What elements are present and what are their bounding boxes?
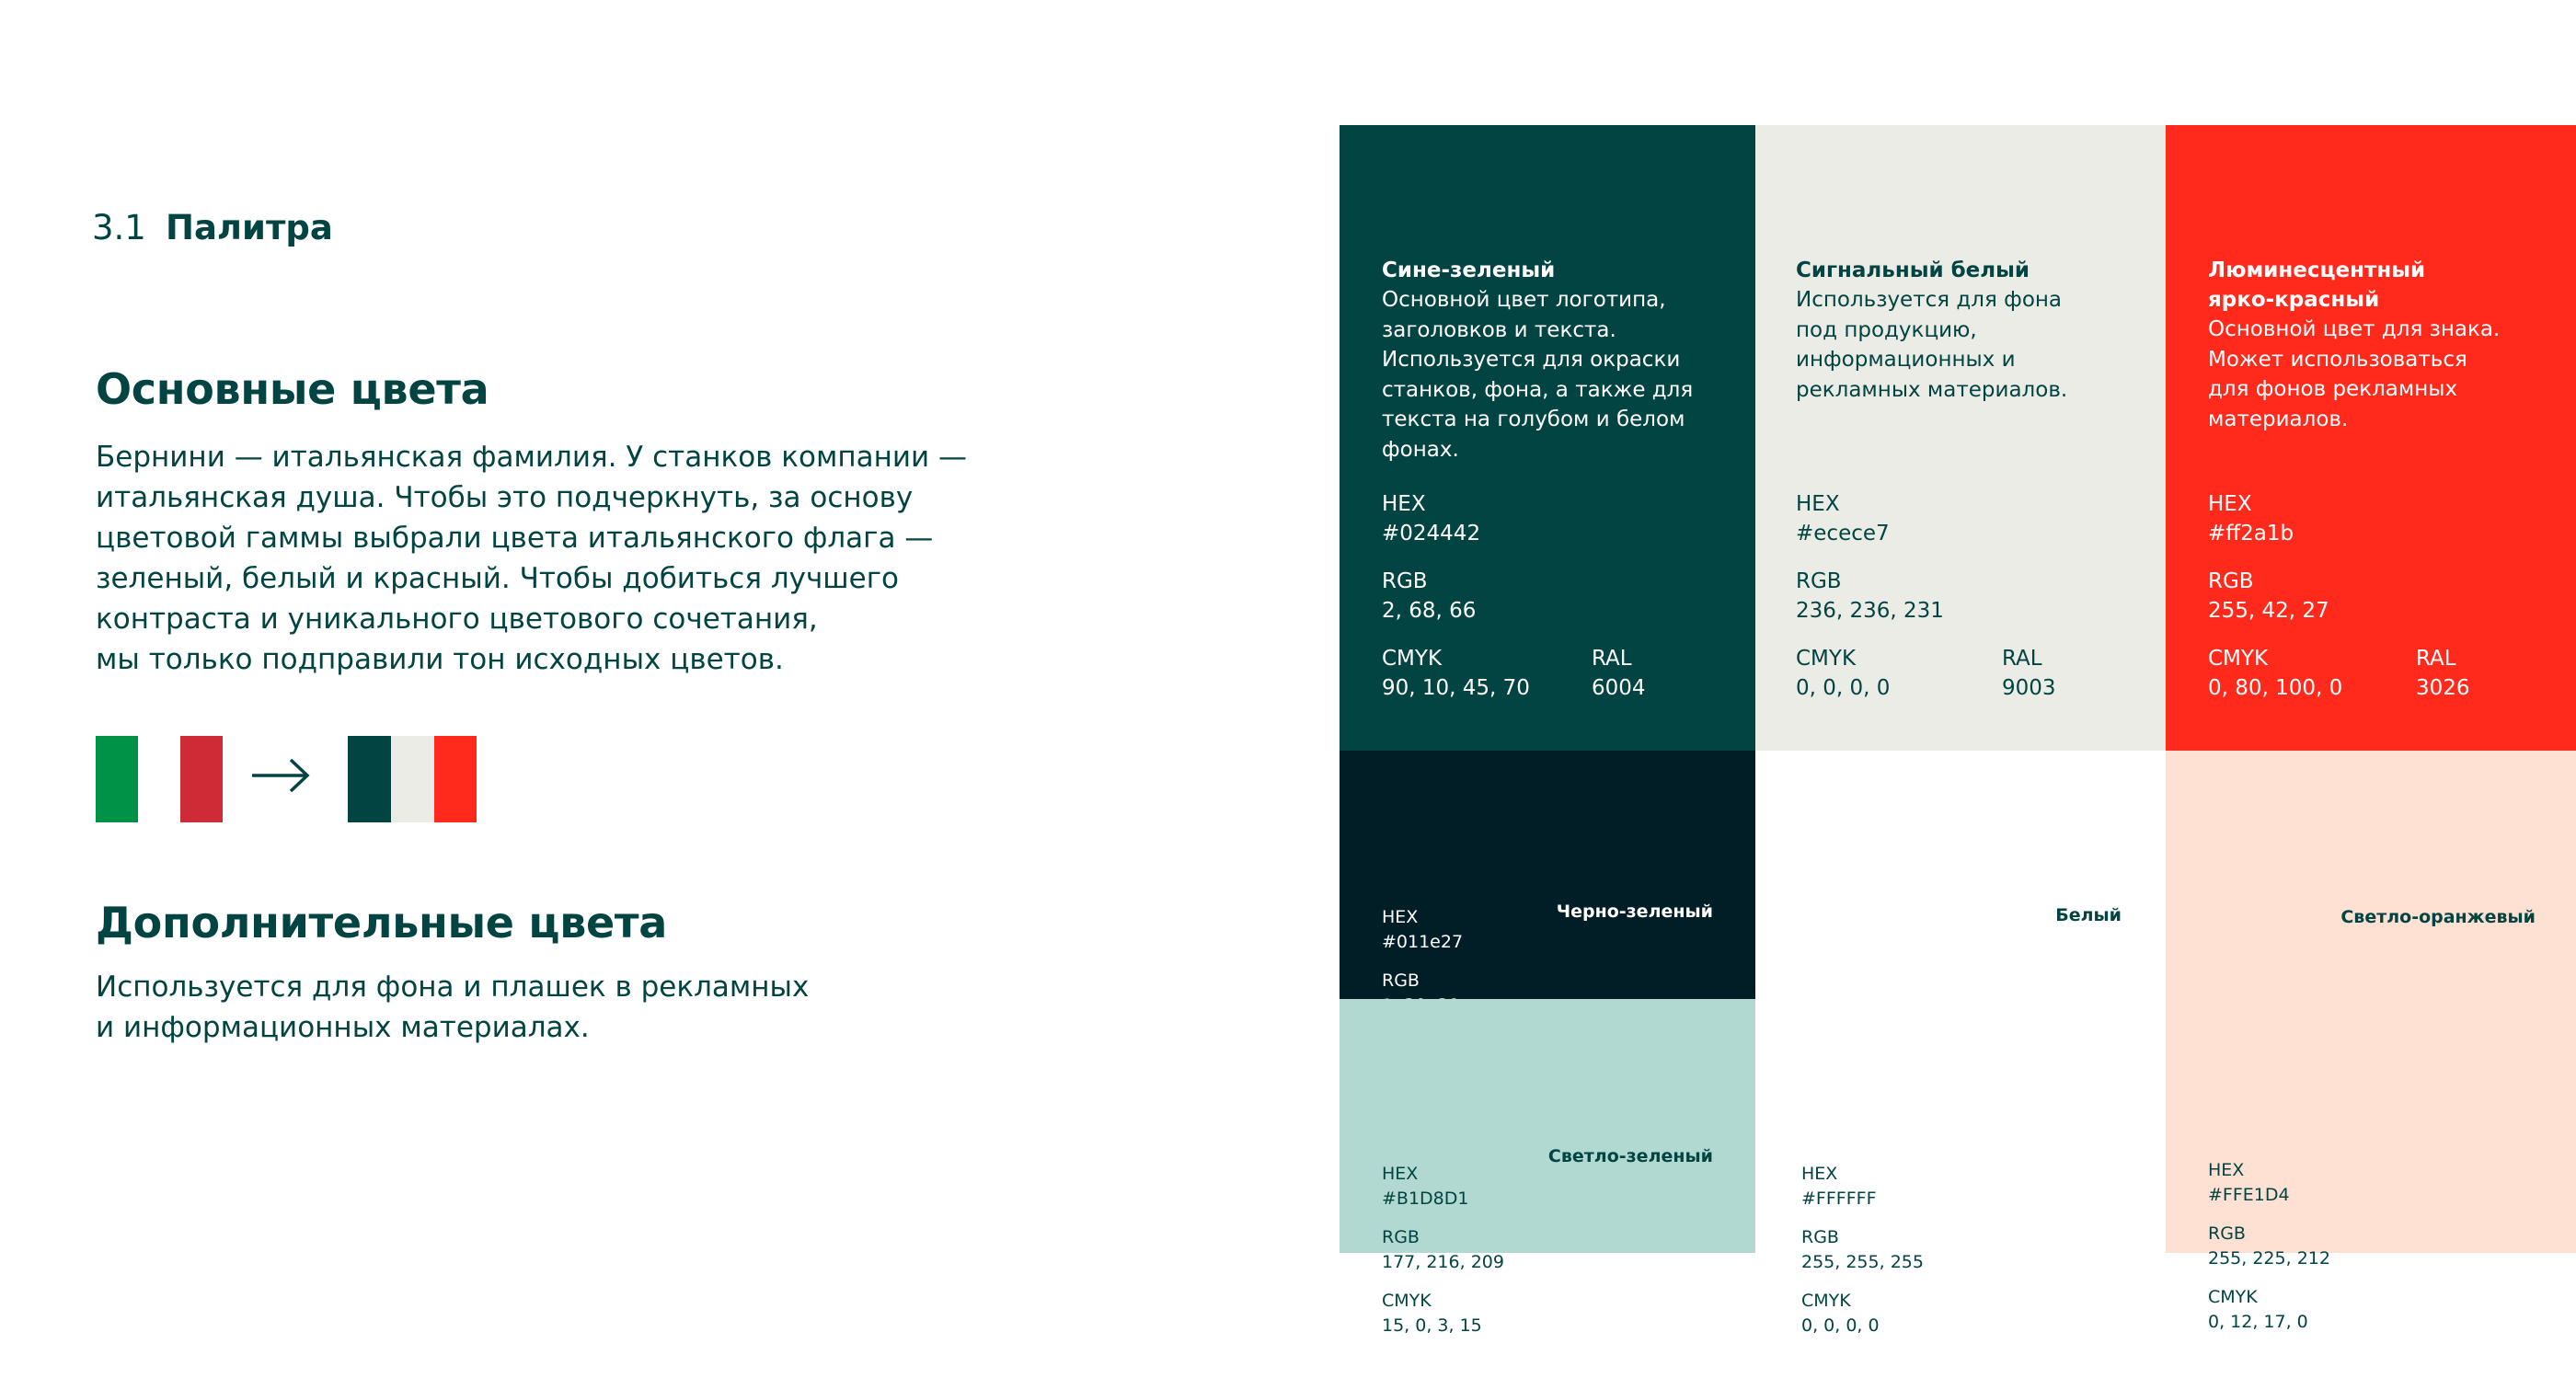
- rgb-value: 177, 216, 209: [1382, 1252, 1504, 1272]
- main-colors-paragraph: [96, 437, 979, 680]
- adapted-flag: [348, 736, 477, 822]
- cmyk-value: 0, 12, 17, 0: [2208, 1312, 2308, 1332]
- flag-stripe: [391, 736, 434, 822]
- ral-value: 6004: [1592, 676, 1646, 700]
- palette-grid: [1340, 125, 2576, 1336]
- swatch-name-line: Сине-зеленый: [1382, 258, 1556, 282]
- description-line: фонах.: [1382, 437, 1459, 462]
- rgb-value: 255, 255, 255: [1801, 1252, 1924, 1272]
- ral-value: 3026: [2416, 676, 2470, 700]
- paragraph-line: мы только подправили тон исходных цветов.: [96, 643, 784, 676]
- hex-label: HEX: [1382, 907, 1419, 927]
- cmyk-label: CMYK: [1801, 1291, 1851, 1311]
- rgb-label: RGB: [2208, 1223, 2246, 1244]
- description-line: под продукцию,: [1796, 317, 1977, 342]
- rgb-value: 236, 236, 231: [1796, 599, 1944, 623]
- swatch-description: [1382, 285, 1693, 465]
- cmyk-value: 0, 0, 0, 0: [1796, 676, 1891, 700]
- hex-value: #011e27: [1382, 932, 1464, 952]
- cmyk-label: CMYK: [2208, 1287, 2258, 1307]
- description-line: заголовков и текста.: [1382, 317, 1616, 342]
- description-line: Используется для окраски: [1382, 348, 1681, 372]
- paragraph-line: цветовой гаммы выбрали цвета итальянского флага —: [96, 522, 934, 555]
- swatch-description: [2208, 315, 2500, 434]
- hex-label: HEX: [1382, 1164, 1419, 1184]
- flag-stripe: [138, 736, 180, 822]
- swatch-name-line: Люминесцентный: [2208, 258, 2426, 282]
- paragraph-line: и информационных материалах.: [96, 1011, 590, 1044]
- swatch-name: Светло-зеленый: [1547, 1146, 1713, 1166]
- swatch-description: [1796, 285, 2067, 405]
- rgb-value: 255, 42, 27: [2208, 599, 2329, 623]
- section-number: 3.1: [92, 208, 146, 247]
- rgb-label: RGB: [2208, 569, 2254, 593]
- ral-label: RAL: [2416, 647, 2456, 671]
- paragraph-line: Используется для фона и плашек в рекламных: [96, 970, 810, 1004]
- ral-label: RAL: [1592, 647, 1632, 671]
- swatch-blue-green: [1340, 125, 1755, 751]
- description-line: для фонов рекламных: [2208, 377, 2458, 401]
- description-line: Может использоваться: [2208, 347, 2467, 372]
- hex-value: #FFE1D4: [2208, 1185, 2290, 1205]
- hex-label: HEX: [2208, 1160, 2245, 1180]
- flag-stripe: [434, 736, 477, 822]
- hex-label: HEX: [1382, 492, 1426, 516]
- rgb-value: 2, 68, 66: [1382, 599, 1477, 623]
- swatch-name: Светло-оранжевый: [2340, 907, 2536, 927]
- ral-value: 9003: [2002, 676, 2056, 700]
- rgb-label: RGB: [1796, 569, 1842, 593]
- paragraph-line: контраста и уникального цветового сочетания,: [96, 603, 818, 636]
- swatch-name: [1382, 256, 1555, 285]
- swatch-white-values: [1755, 999, 2166, 1336]
- paragraph-line: итальянская душа. Чтобы это подчеркнуть, за основу: [96, 481, 914, 514]
- section-title: Палитра: [166, 208, 333, 247]
- italian-flag: [96, 736, 223, 822]
- description-line: материалов.: [2208, 407, 2349, 431]
- cmyk-value: 0, 0, 0, 0: [1801, 1315, 1880, 1336]
- flag-stripe: [96, 736, 138, 822]
- description-line: рекламных материалов.: [1796, 377, 2068, 402]
- paragraph-line: зеленый, белый и красный. Чтобы добиться лучшего: [96, 562, 899, 595]
- extra-colors-paragraph: [96, 967, 979, 1048]
- cmyk-label: CMYK: [1796, 647, 1857, 671]
- rgb-label: RGB: [1382, 569, 1428, 593]
- cmyk-value: 15, 0, 3, 15: [1382, 1315, 1482, 1336]
- description-line: Используется для фона: [1796, 288, 2063, 312]
- swatch-name: [2208, 256, 2425, 315]
- cmyk-value: 90, 10, 45, 70: [1382, 676, 1530, 700]
- swatch-name: [1796, 256, 2030, 285]
- description-line: текста на голубом и белом: [1382, 408, 1685, 431]
- flag-stripe: [348, 736, 391, 822]
- cmyk-label: CMYK: [2208, 647, 2269, 671]
- hex-label: HEX: [1796, 492, 1840, 516]
- hex-label: HEX: [1801, 1164, 1838, 1184]
- swatch-name: Белый: [2055, 905, 2122, 925]
- hex-label: HEX: [2208, 492, 2252, 516]
- rgb-label: RGB: [1382, 1227, 1420, 1247]
- cmyk-label: CMYK: [1382, 1291, 1432, 1311]
- description-line: станков, фона, а также для: [1382, 377, 1694, 402]
- swatch-name: Черно-зеленый: [1556, 901, 1713, 922]
- rgb-label: RGB: [1382, 970, 1420, 991]
- extra-colors-heading: Дополнительные цвета: [96, 898, 667, 947]
- hex-value: #024442: [1382, 522, 1481, 545]
- main-colors-heading: Основные цвета: [96, 364, 489, 414]
- swatch-light-orange: [2166, 751, 2576, 1332]
- description-line: Основной цвет логотипа,: [1382, 288, 1666, 312]
- hex-value: #ecece7: [1796, 522, 1890, 545]
- swatch-signal-white: [1755, 125, 2166, 751]
- swatch-name-line: ярко-красный: [2208, 288, 2380, 312]
- ral-label: RAL: [2002, 647, 2042, 671]
- description-line: Основной цвет для знака.: [2208, 317, 2501, 341]
- rgb-label: RGB: [1801, 1227, 1839, 1247]
- arrow-right-icon: [250, 752, 311, 798]
- description-line: информационных и: [1796, 348, 2016, 372]
- swatch-black-green: [1340, 751, 1755, 999]
- hex-value: #B1D8D1: [1382, 1189, 1469, 1209]
- flag-stripe: [180, 736, 223, 822]
- cmyk-value: 0, 80, 100, 0: [2208, 676, 2343, 700]
- hex-value: #ff2a1b: [2208, 522, 2294, 545]
- swatch-light-green: [1340, 999, 1755, 1336]
- rgb-value: 255, 225, 212: [2208, 1248, 2330, 1269]
- swatch-luminous-red: [2166, 125, 2576, 751]
- swatch-name-line: Сигнальный белый: [1796, 258, 2030, 282]
- paragraph-line: Бернини — итальянская фамилия. У станков компании —: [96, 441, 968, 474]
- hex-value: #FFFFFF: [1801, 1189, 1877, 1209]
- cmyk-label: CMYK: [1382, 647, 1443, 671]
